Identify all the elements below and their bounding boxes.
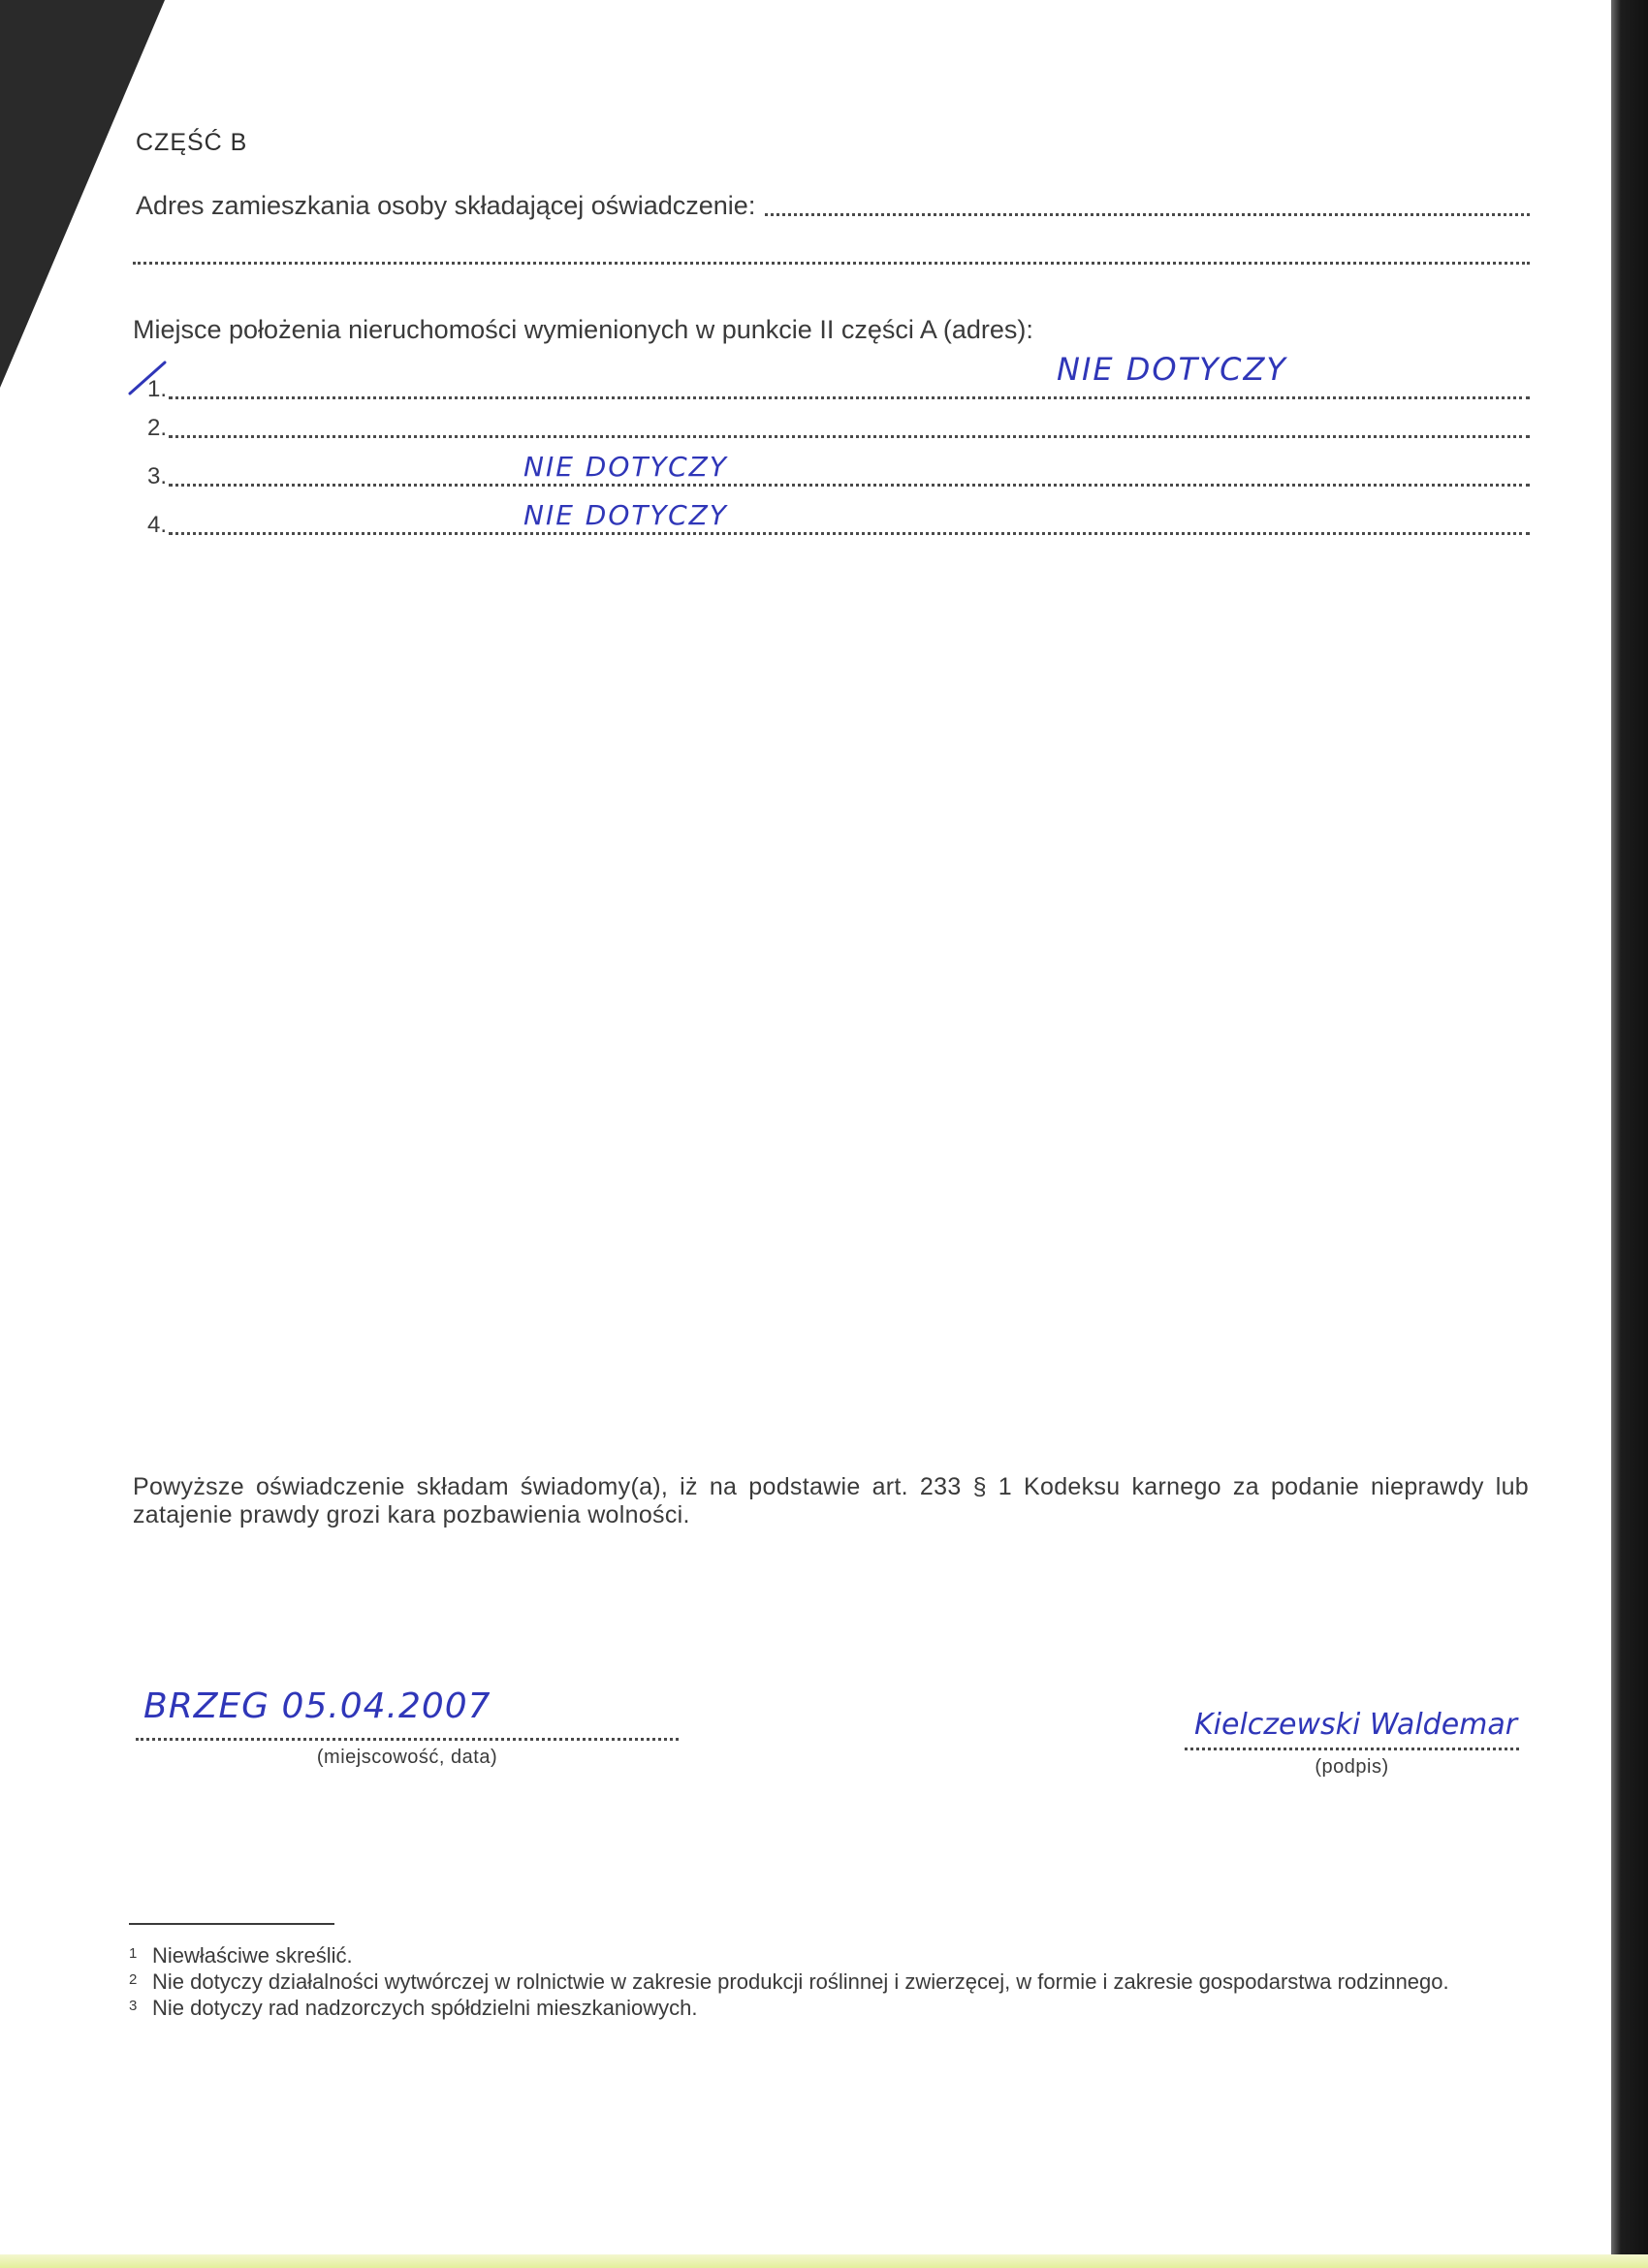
residence-address-line xyxy=(136,191,1530,221)
property-row-number: 2. xyxy=(147,415,168,441)
footnote-mark: 1 xyxy=(129,1945,138,1962)
residence-address-continuation xyxy=(133,244,1530,269)
scan-bottom-edge xyxy=(0,2254,1648,2268)
place-date-caption: (miejscowość, data) xyxy=(316,1747,498,1768)
residence-address-label: Adres zamieszkania osoby składającej oświadczenie: xyxy=(136,191,756,220)
place-date-field xyxy=(136,1738,679,1769)
residence-address-field[interactable] xyxy=(765,213,1530,216)
property-field-4[interactable] xyxy=(169,532,1530,535)
handwritten-not-applicable-1: NIE DOTYCZY xyxy=(1057,351,1287,388)
footnote-divider xyxy=(129,1923,334,1925)
property-field-3[interactable] xyxy=(169,484,1530,487)
footnotes xyxy=(129,1944,1533,2024)
footnote-3 xyxy=(129,1997,1533,2020)
property-row-number: 1. xyxy=(147,376,168,402)
place-date-input[interactable] xyxy=(136,1738,679,1741)
strike-mark xyxy=(126,357,184,397)
signature-field xyxy=(1185,1748,1519,1779)
declaration-text: Powyższe oświadczenie składam świadomy(a), iż na podstawie art. 233 § 1 Kodeksu karnego za podanie nieprawdy lub zatajenie prawdy grozi kara pozbawienia wolności. xyxy=(133,1473,1529,1529)
property-row-1 xyxy=(147,376,1530,403)
handwritten-signature: Kielczewski Waldemar xyxy=(1194,1708,1518,1742)
scan-dark-edge xyxy=(1611,0,1648,2268)
footnote-2 xyxy=(129,1970,1533,1994)
property-row-4 xyxy=(147,512,1530,539)
handwritten-not-applicable-4: NIE DOTYCZY xyxy=(523,499,728,531)
property-location-label: Miejsce położenia nieruchomości wymienionych w punkcie II części A (adres): xyxy=(133,315,1033,344)
footnote-text: Niewłaściwe skreślić. xyxy=(152,1943,353,1968)
property-field-2[interactable] xyxy=(169,435,1530,438)
footnote-text: Nie dotyczy działalności wytwórczej w rolnictwie w zakresie produkcji roślinnej i zwierzęcej, w formie i zakresie gospodarstwa rodzinnego. xyxy=(152,1969,1449,1995)
footnote-1 xyxy=(129,1944,1533,1968)
footnote-mark: 3 xyxy=(129,1998,138,2015)
property-row-3 xyxy=(147,463,1530,490)
property-row-number: 4. xyxy=(147,512,168,538)
section-title: CZĘŚĆ B xyxy=(136,129,248,156)
footnote-text: Nie dotyczy rad nadzorczych spółdzielni mieszkaniowych. xyxy=(152,1996,698,2021)
signature-input[interactable] xyxy=(1185,1748,1519,1750)
handwritten-place-date: BRZEG 05.04.2007 xyxy=(143,1686,491,1726)
handwritten-not-applicable-3: NIE DOTYCZY xyxy=(523,451,728,483)
property-row-2 xyxy=(147,415,1530,442)
residence-address-field-2[interactable] xyxy=(133,262,1530,265)
property-row-number: 3. xyxy=(147,463,168,489)
property-field-1[interactable] xyxy=(169,396,1530,399)
footnote-mark: 2 xyxy=(129,1971,138,1989)
signature-caption: (podpis) xyxy=(1315,1756,1389,1778)
